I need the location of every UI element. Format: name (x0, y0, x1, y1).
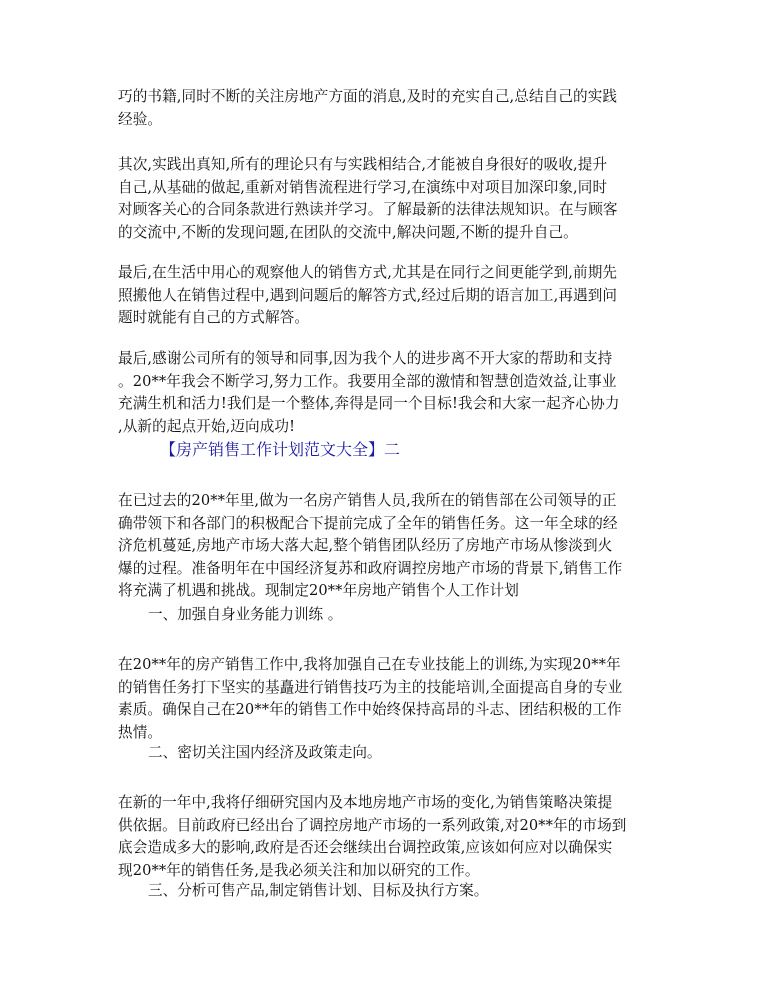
text-line: 最后,感谢公司所有的领导和同事,因为我个人的进步离不开大家的帮助和支持 (118, 350, 613, 367)
section-heading: 【房产销售工作计划范文大全】二 (160, 440, 401, 459)
text-line: 在20**年的房产销售工作中,我将加强自己在专业技能上的训练,为实现20**年 (118, 656, 621, 673)
text-line: 现20**年的销售任务,是我必须关注和加以研究的工作。 (118, 861, 480, 879)
text-line: 自己,从基础的做起,重新对销售流程进行学习,在演练中对项目加深印象,同时 (118, 178, 608, 196)
text-line: 的交流中,不断的发现问题,在团队的交流中,解决问题,不断的提升自己。 (118, 223, 578, 241)
text-line: 爆的过程。准备明年在中国经济复苏和政府调控房地产市场的背景下,销售工作 (118, 559, 623, 577)
text-line: 在新的一年中,我将仔细研究国内及本地房地产市场的变化,为销售策略决策提 (118, 794, 613, 811)
paragraph-study (118, 86, 658, 131)
text-line: 充满生机和活力!我们是一个整体,奔得是同一个目标!我会和大家一起齐心协力 (118, 395, 620, 412)
text-line: 题时就能有自己的方式解答。 (118, 309, 310, 326)
text-line: 巧的书籍,同时不断的关注房地产方面的消息,及时的充实自己,总结自己的实践 (118, 88, 618, 105)
text-line: 确带领下和各部门的积极配合下提前完成了全年的销售任务。这一年全球的经 (118, 514, 618, 532)
subheading-three: 三、分析可售产品,制定销售计划、目标及执行方案。 (148, 882, 489, 899)
paragraph-practice (118, 154, 658, 244)
text-line: 将充满了机遇和挑战。现制定20**年房地产销售个人工作计划 (118, 582, 519, 599)
paragraph-thanks (118, 348, 658, 438)
text-line: 对顾客关心的合同条款进行熟读并学习。了解最新的法律法规知识。在与顾客 (118, 201, 618, 218)
subheading-two: 二、密切关注国内经济及政策走向。 (148, 744, 382, 761)
text-line: 在已过去的20**年里,做为一名房产销售人员,我所在的销售部在公司领导的正 (118, 492, 617, 509)
text-line: 最后,在生活中用心的观察他人的销售方式,尤其是在同行之间更能学到,前期先 (118, 264, 618, 281)
subheading-one: 一、加强自身业务能力训练 。 (148, 606, 343, 623)
text-line: 济危机蔓延,房地产市场大落大起,整个销售团队经历了房地产市场从惨淡到火 (118, 537, 613, 554)
text-line: 其次,实践出真知,所有的理论只有与实践相结合,才能被自身很好的吸收,提升 (118, 156, 608, 173)
text-line: 底会造成多大的影响,政府是否还会继续出台调控政策,应该如何应对以确保实 (118, 839, 613, 856)
paragraph-observe (118, 262, 658, 330)
paragraph-review (118, 490, 658, 603)
text-line: 素质。确保自己在20**年的销售工作中始终保持高昂的斗志、团结积极的工作 (118, 701, 622, 718)
text-line: 热情。 (118, 723, 163, 741)
paragraph-policy (118, 792, 658, 882)
text-line: 的销售任务打下坚实的基矗进行销售技巧为主的技能培训,全面提高自身的专业 (118, 678, 623, 696)
text-line: ,从新的起点开始,迈向成功! (118, 417, 296, 435)
paragraph-training (118, 654, 658, 744)
text-line: 供依据。目前政府已经出台了调控房地产市场的一系列政策,对20**年的市场到 (118, 816, 627, 834)
text-line: 照搬他人在销售过程中,遇到问题后的解答方式,经过后期的语言加工,再遇到问 (118, 286, 618, 304)
text-line: 。20**年我会不断学习,努力工作。我要用全部的激情和智慧创造效益,让事业 (118, 372, 617, 390)
text-line: 经验。 (118, 110, 163, 128)
